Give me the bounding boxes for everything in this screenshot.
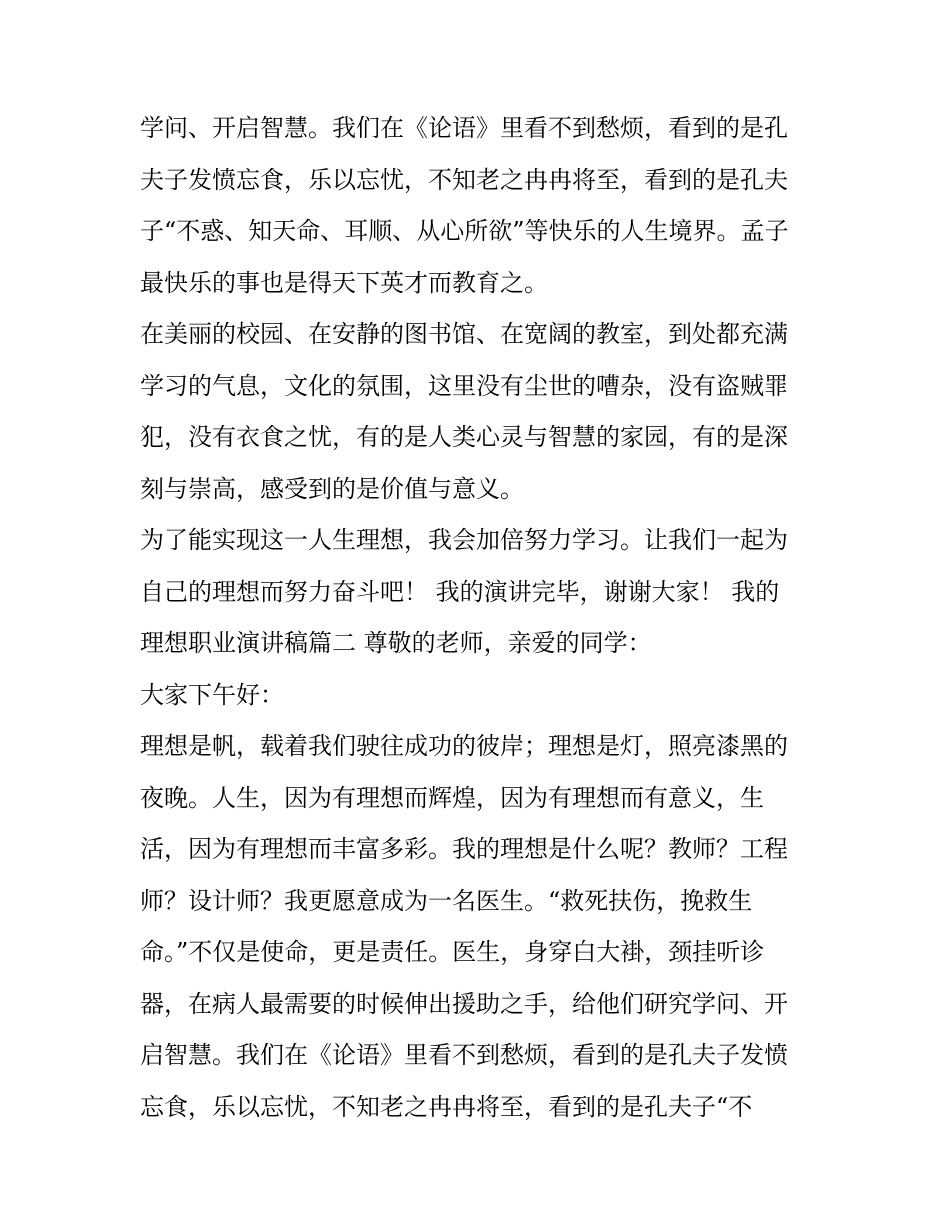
text-line: 师？设计师？我更愿意成为一名医生。“救死扶伤，挽救生 — [140, 886, 753, 915]
text-line: 自己的理想而努力奋斗吧！ 我的演讲完毕，谢谢大家！ 我的 — [140, 577, 780, 606]
text-line: 夜晚。人生，因为有理想而辉煌，因为有理想而有意义，生 — [140, 783, 764, 812]
text-line: 活，因为有理想而丰富多彩。我的理想是什么呢？教师？工程 — [140, 835, 788, 863]
text-line: 忘食，乐以忘忧，不知老之冉冉将至，看到的是孔夫子“不 — [140, 1092, 753, 1121]
text-line: 大家下午好： — [140, 680, 284, 709]
text-line: 学习的气息，文化的氛围，这里没有尘世的嘈杂，没有盗贼罪 — [140, 371, 788, 400]
text-line: 犯，没有衣食之忧，有的是人类心灵与智慧的家园，有的是深 — [140, 423, 788, 451]
text-line: 命。”不仅是使命，更是责任。医生，身穿白大褂，颈挂听诊 — [140, 938, 765, 966]
text-line: 理想是帆，载着我们驶往成功的彼岸；理想是灯，照亮漆黑的 — [140, 732, 788, 760]
document-body — [140, 103, 820, 1133]
text-line: 刻与崇高，感受到的是价值与意义。 — [140, 474, 524, 503]
text-line: 学问、开启智慧。我们在《论语》里看不到愁烦，看到的是孔 — [140, 114, 788, 142]
text-line: 在美丽的校园、在安静的图书馆、在宽阔的教室，到处都充满 — [140, 320, 788, 348]
text-line: 夫子发愤忘食，乐以忘忧，不知老之冉冉将至，看到的是孔夫 — [140, 165, 788, 194]
text-line: 子“不惑、知天命、耳顺、从心所欲”等快乐的人生境界。孟子 — [140, 217, 789, 245]
text-line: 为了能实现这一人生理想，我会加倍努力学习。让我们一起为 — [140, 526, 788, 554]
text-line: 最快乐的事也是得天下英才而教育之。 — [140, 268, 548, 297]
text-line: 理想职业演讲稿篇二 尊敬的老师，亲爱的同学： — [140, 629, 652, 657]
text-line: 启智慧。我们在《论语》里看不到愁烦，看到的是孔夫子发愤 — [140, 1041, 788, 1069]
text-line: 器，在病人最需要的时候伸出援助之手，给他们研究学问、开 — [140, 989, 788, 1018]
